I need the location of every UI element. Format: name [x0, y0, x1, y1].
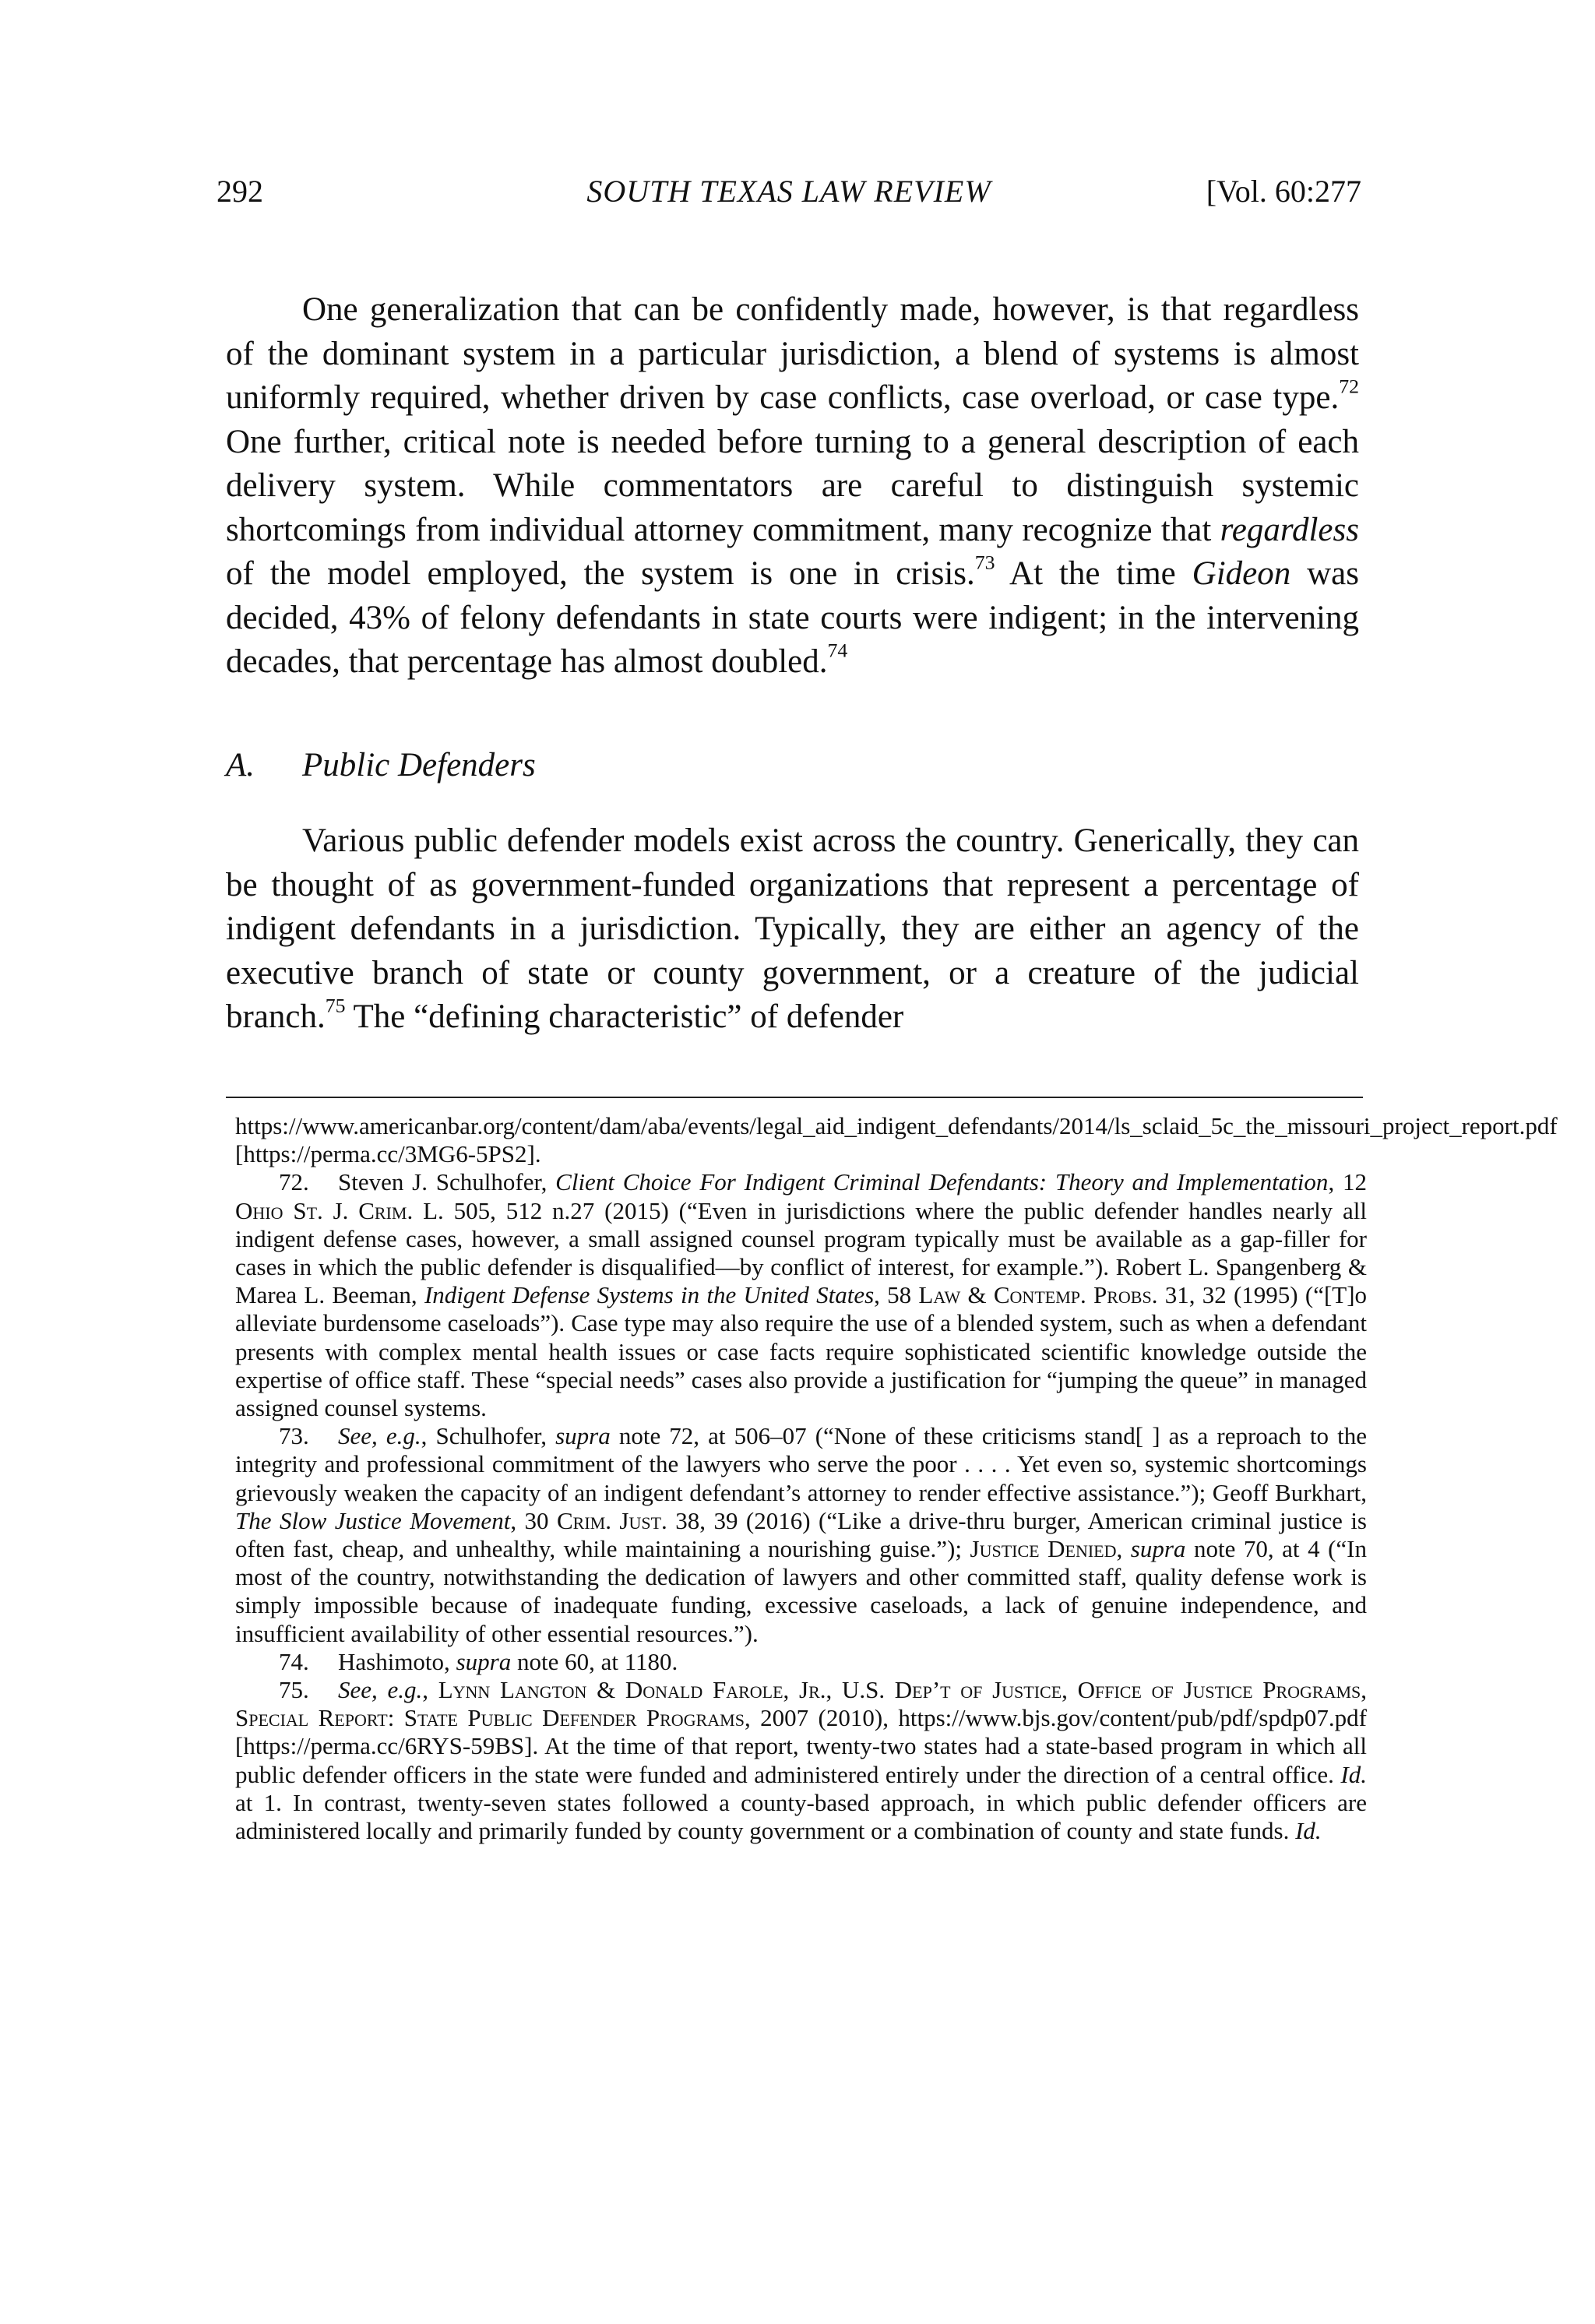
footnote-divider: [226, 1097, 1363, 1098]
paragraph-text: One generalization that can be confidently made, however, is that regardless of the dominant system in a particular jurisdiction, a blend of systems is almost uniformly required, whether driven by case conflicts, case overload, or case type.$^{72}$ One further, critical note is needed before turning to a general description of each delivery system. While commentators are careful to distinguish systemic shortcomings from individual attorney commitment, many recognize that regardless of the model employed, the system is one in crisis.$^{73}$ At the time Gideon was decided, 43% of felony defendants in state courts were indigent; in the intervening decades, that percentage has almost doubled.$^{74}$: [226, 291, 1359, 680]
body-paragraph-1: [226, 288, 1359, 685]
paragraph-text: Various public defender models exist across the country. Generically, they can be thought of as government-funded organizations that represent a percentage of indigent defendants in a jurisdiction. Typically, they are either an agency of the executive branch of state or county government, or a creature of the judicial branch.$^{75}$ The “defining characteristic” of defender: [226, 822, 1359, 1035]
section-title: Public Defenders: [302, 747, 536, 783]
section-letter: A.: [226, 747, 255, 783]
footnote-ref-75: 75: [325, 994, 346, 1017]
footnote-ref-72: 72: [1339, 375, 1359, 398]
footnote-75: 75. See, e.g., Lynn Langton & Donald Farole, Jr., U.S. Dep’t of Justice, Office of Justice Programs, Special Report: State Public Defender Programs, 2007 (2010), https://www.bjs.gov/content/pub/pdf/spdp07.pdf [https://perma.cc/6RYS-59BS]. At the time of that report, twenty-two states had a state-based program in which all public defender officers in the state were funded and administered entirely under the direction of a central office. Id. at 1. In contrast, twenty-seven states followed a county-based approach, in which public defender officers are administered locally and primarily funded by county government or a combination of county and state funds. Id.: [235, 1676, 1368, 1845]
body-paragraph-2: [226, 819, 1359, 1040]
footnote-ref-73: 73: [974, 551, 995, 574]
footnote-73: 73. See, e.g., Schulhofer, supra note 72, at 506–07 (“None of these criticisms stand[ ] as a reproach to the integrity and professional commitment of the lawyers who serve the poor . . . . Yet even so, systemic shortcomings grievously weaken the capacity of an indigent defendant’s attorney to render effective assistance.”); Geoff Burkhart, The Slow Justice Movement, 30 Crim. Just. 38, 39 (2016) (“Like a drive-thru burger, American criminal justice is often fast, cheap, and unhealthy, while maintaining a nourishing guise.”); Justice Denied, supra note 70, at 4 (“In most of the country, notwithstanding the dedication of lawyers and other committed staff, quality defense work is simply impossible because of inadequate funding, excessive caseloads, a lack of genuine independence, and insufficient availability of other essential resources.”).: [235, 1422, 1368, 1647]
page-number: 292: [217, 174, 263, 209]
volume-citation: [Vol. 60:277: [1206, 174, 1361, 209]
footnote-74: 74. Hashimoto, supra note 60, at 1180.: [279, 1647, 678, 1675]
footnote-ref-74: 74: [827, 639, 848, 662]
footnote-72: 72. Steven J. Schulhofer, Client Choice For Indigent Criminal Defendants: Theory and Implementation, 12 Ohio St. J. Crim. L. 505, 512 n.27 (2015) (“Even in jurisdictions where the public defender handles nearly all indigent defense cases, however, a small assigned counsel program typically must be available as a gap-filler for cases in which the public defender is disqualified—by conflict of interest, for example.”). Robert L. Spangenberg & Marea L. Beeman, Indigent Defense Systems in the United States, 58 Law & Contemp. Probs. 31, 32 (1995) (“[T]o alleviate burdensome caseloads”). Case type may also require the use of a blended system, such as when a defendant presents with complex mental health issues or case facts require sophisticated scientific knowledge outside the expertise of office staff. These “special needs” cases also provide a justification for “jumping the queue” in managed assigned counsel systems.: [235, 1168, 1368, 1422]
section-heading: [226, 746, 536, 784]
running-header: [217, 173, 1361, 220]
footnotes: [235, 1112, 1558, 1845]
footnote-continuation: https://www.americanbar.org/content/dam/aba/events/legal_aid_indigent_defendants/2014/ls_sclaid_5c_the_missouri_project_report.pdf [https://perma.cc/3MG6-5PS2].: [235, 1112, 1558, 1168]
journal-title: SOUTH TEXAS LAW REVIEW: [586, 174, 991, 209]
